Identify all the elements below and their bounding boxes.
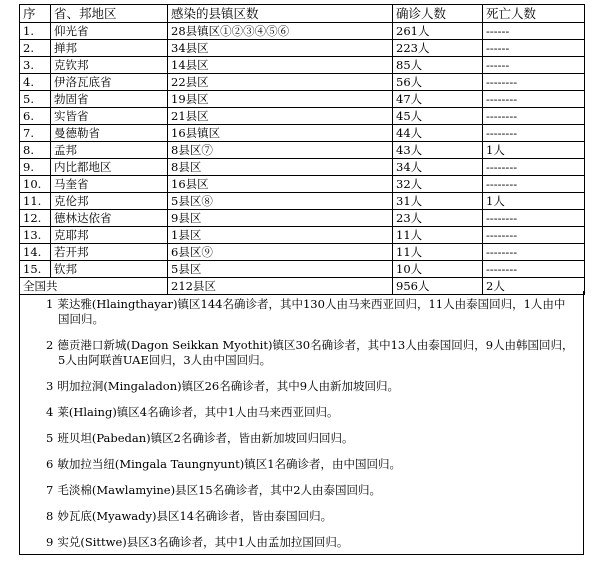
footnote-number: 4 <box>46 405 54 419</box>
header-region: 省、邦地区 <box>51 5 168 23</box>
footnote-number: 5 <box>46 431 54 445</box>
row-deaths: 1人 <box>483 193 585 210</box>
total-label: 全国共 <box>20 278 168 295</box>
footnote <box>46 379 575 394</box>
row-no: 15. <box>20 261 51 278</box>
footnote-text: 毛淡棉(Mawlamyine)县区15名确诊者，其中2人由泰国回归。 <box>57 483 382 497</box>
table-header-row <box>20 5 585 23</box>
table-row <box>20 108 585 125</box>
footnote-text: 明加拉洞(Mingaladon)镇区26名确诊者，其中9人由新加坡回归。 <box>57 379 400 393</box>
row-towns: 8县区 <box>168 159 393 176</box>
footnote <box>46 535 575 550</box>
footnote <box>46 509 575 524</box>
row-deaths: ------ <box>483 23 585 40</box>
row-cases: 31人 <box>393 193 483 210</box>
row-cases: 261人 <box>393 23 483 40</box>
table-row <box>20 74 585 91</box>
row-deaths: -------- <box>483 159 585 176</box>
row-no: 9. <box>20 159 51 176</box>
row-no: 4. <box>20 74 51 91</box>
footnote-number: 6 <box>46 457 54 471</box>
row-no: 14. <box>20 244 51 261</box>
row-cases: 47人 <box>393 91 483 108</box>
footnote-text: 德贡港口新城(Dagon Seikkan Myothit)镇区30名确诊者，其中13人由泰国回归，9人由韩国回归，5人由阿联酋UAE回归，3人由中国回归。 <box>57 338 574 367</box>
footnote-number: 2 <box>46 338 54 352</box>
cases-table <box>19 4 585 295</box>
footnote-text: 莱(Hlaing)镇区4名确诊者，其中1人由马来西亚回归。 <box>57 405 339 419</box>
row-no: 13. <box>20 227 51 244</box>
table-row <box>20 125 585 142</box>
footnote <box>46 405 575 420</box>
table-row <box>20 244 585 261</box>
row-deaths: ------ <box>483 57 585 74</box>
row-deaths: 1人 <box>483 142 585 159</box>
row-region: 曼德勒省 <box>51 125 168 142</box>
row-cases: 11人 <box>393 244 483 261</box>
row-cases: 85人 <box>393 57 483 74</box>
row-region: 孟邦 <box>51 142 168 159</box>
row-cases: 34人 <box>393 159 483 176</box>
row-deaths: -------- <box>483 244 585 261</box>
row-deaths: -------- <box>483 108 585 125</box>
row-towns: 16县镇区 <box>168 125 393 142</box>
row-no: 10. <box>20 176 51 193</box>
table-row <box>20 142 585 159</box>
header-towns: 感染的县镇区数 <box>168 5 393 23</box>
row-towns: 9县区 <box>168 210 393 227</box>
footnotes-box <box>19 291 584 555</box>
footnote-text: 妙瓦底(Myawady)县区14名确诊者，皆由泰国回归。 <box>57 509 333 523</box>
row-region: 克伦邦 <box>51 193 168 210</box>
row-no: 8. <box>20 142 51 159</box>
footnote-text: 莱达雅(Hlaingthayar)镇区144名确诊者，其中130人由马来西亚回归，11人由泰国回归，1人由中国回归。 <box>57 297 566 326</box>
footnote-number: 7 <box>46 483 54 497</box>
row-region: 伊洛瓦底省 <box>51 74 168 91</box>
row-towns: 1县区 <box>168 227 393 244</box>
row-region: 克钦邦 <box>51 57 168 74</box>
row-cases: 223人 <box>393 40 483 57</box>
row-towns: 22县区 <box>168 74 393 91</box>
table-row <box>20 227 585 244</box>
row-no: 1. <box>20 23 51 40</box>
table-row <box>20 210 585 227</box>
total-cases: 956人 <box>393 278 483 295</box>
footnote-text: 班贝坦(Pabedan)镇区2名确诊者，皆由新加坡回归回归。 <box>57 431 354 445</box>
row-region: 德林达依省 <box>51 210 168 227</box>
row-no: 5. <box>20 91 51 108</box>
header-cases: 确诊人数 <box>393 5 483 23</box>
row-deaths: -------- <box>483 176 585 193</box>
row-deaths: -------- <box>483 227 585 244</box>
footnote <box>46 338 575 368</box>
row-region: 马奎省 <box>51 176 168 193</box>
footnote-number: 8 <box>46 509 54 523</box>
table-row <box>20 261 585 278</box>
row-towns: 19县区 <box>168 91 393 108</box>
row-no: 7. <box>20 125 51 142</box>
row-towns: 16县区 <box>168 176 393 193</box>
row-towns: 28县镇区①②③④⑤⑥ <box>168 23 393 40</box>
footnote-text: 实兑(Sittwe)县区3名确诊者，其中1人由孟加拉国回归。 <box>57 535 349 549</box>
row-towns: 5县区 <box>168 261 393 278</box>
row-region: 若开邦 <box>51 244 168 261</box>
row-cases: 43人 <box>393 142 483 159</box>
row-cases: 44人 <box>393 125 483 142</box>
row-no: 11. <box>20 193 51 210</box>
row-no: 3. <box>20 57 51 74</box>
row-deaths: ------ <box>483 40 585 57</box>
footnote-number: 1 <box>46 297 54 311</box>
row-deaths: -------- <box>483 91 585 108</box>
table-row <box>20 91 585 108</box>
row-region: 勃固省 <box>51 91 168 108</box>
table-row <box>20 193 585 210</box>
total-towns: 212县区 <box>168 278 393 295</box>
footnote <box>46 431 575 446</box>
row-no: 12. <box>20 210 51 227</box>
row-towns: 6县区⑨ <box>168 244 393 261</box>
footnote <box>46 297 575 327</box>
row-region: 内比都地区 <box>51 159 168 176</box>
header-deaths: 死亡人数 <box>483 5 585 23</box>
row-no: 2. <box>20 40 51 57</box>
row-deaths: -------- <box>483 261 585 278</box>
table-row <box>20 159 585 176</box>
table-row <box>20 40 585 57</box>
row-region: 克耶邦 <box>51 227 168 244</box>
row-region: 掸邦 <box>51 40 168 57</box>
row-no: 6. <box>20 108 51 125</box>
table-row <box>20 176 585 193</box>
row-towns: 34县区 <box>168 40 393 57</box>
row-deaths: -------- <box>483 210 585 227</box>
footnote <box>46 483 575 498</box>
row-region: 实皆省 <box>51 108 168 125</box>
row-cases: 56人 <box>393 74 483 91</box>
table-row <box>20 57 585 74</box>
footnote-number: 3 <box>46 379 54 393</box>
row-deaths: -------- <box>483 74 585 91</box>
row-region: 钦邦 <box>51 261 168 278</box>
row-towns: 21县区 <box>168 108 393 125</box>
total-deaths: 2人 <box>483 278 585 295</box>
row-cases: 45人 <box>393 108 483 125</box>
row-towns: 14县区 <box>168 57 393 74</box>
row-cases: 23人 <box>393 210 483 227</box>
row-cases: 10人 <box>393 261 483 278</box>
row-cases: 32人 <box>393 176 483 193</box>
footnote <box>46 457 575 472</box>
row-deaths: -------- <box>483 125 585 142</box>
row-cases: 11人 <box>393 227 483 244</box>
footnote-number: 9 <box>46 535 54 549</box>
row-region: 仰光省 <box>51 23 168 40</box>
table-row <box>20 23 585 40</box>
header-no: 序 <box>20 5 51 23</box>
row-towns: 5县区⑧ <box>168 193 393 210</box>
footnote-text: 敏加拉当纽(Mingala Taungnyunt)镇区1名确诊者，由中国回归。 <box>57 457 402 471</box>
row-towns: 8县区⑦ <box>168 142 393 159</box>
